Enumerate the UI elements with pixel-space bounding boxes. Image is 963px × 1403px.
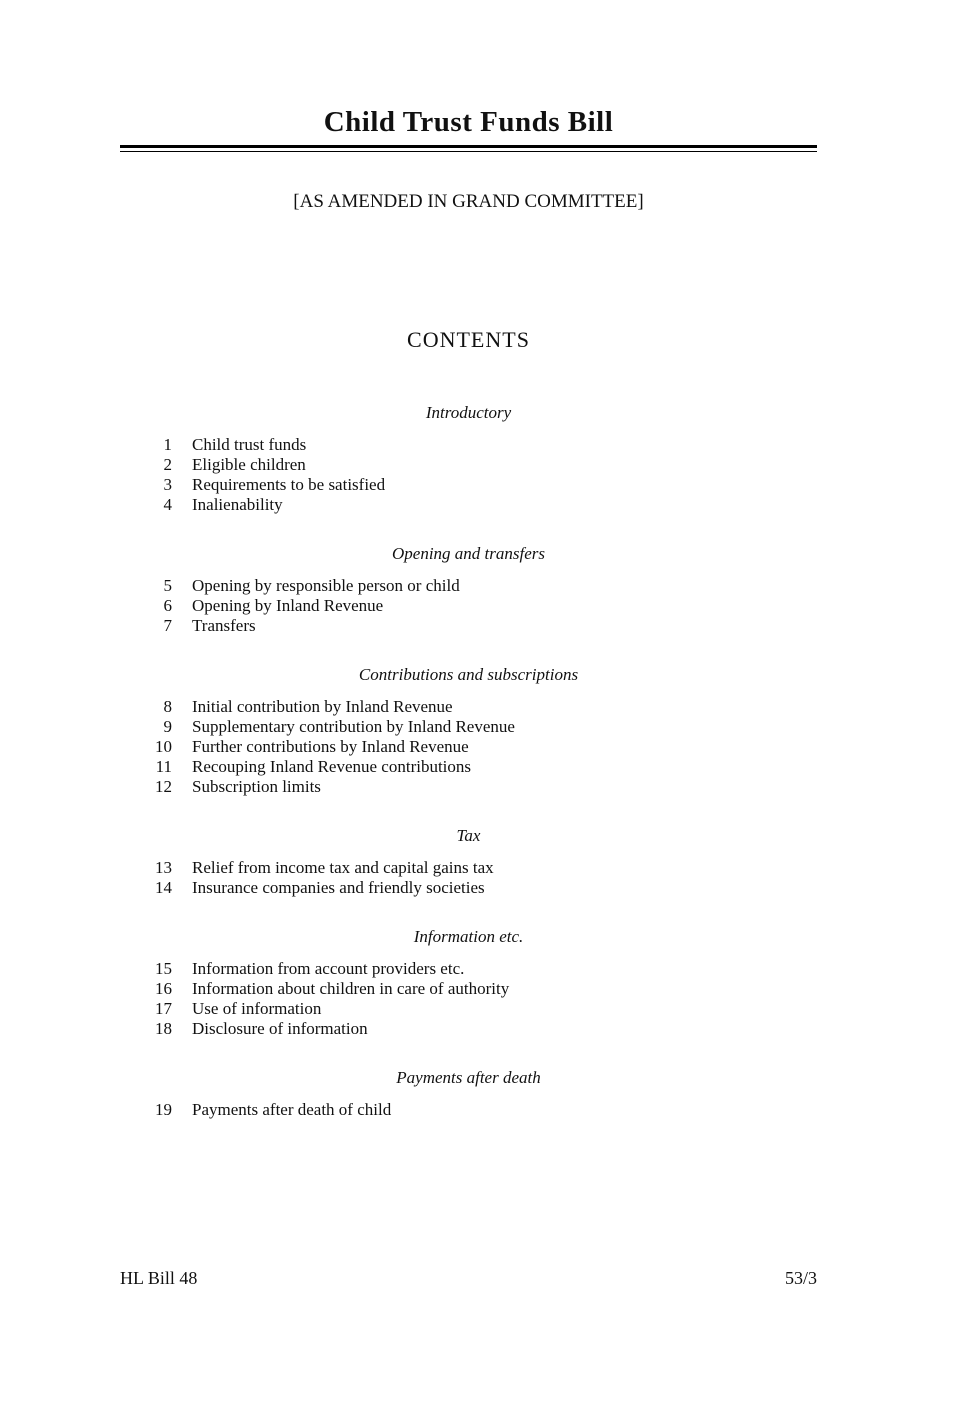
item-label: Payments after death of child: [192, 1100, 392, 1119]
item-number: 2: [163, 455, 172, 474]
toc-item: [120, 858, 817, 878]
item-label: Insurance companies and friendly societies: [192, 878, 485, 897]
item-number: 6: [163, 596, 172, 615]
toc-item: [120, 455, 817, 475]
item-label: Relief from income tax and capital gains tax: [192, 858, 494, 877]
item-label: Recouping Inland Revenue contributions: [192, 757, 472, 776]
item-number: 14: [155, 878, 172, 897]
item-label: Subscription limits: [192, 777, 321, 796]
item-number: 16: [155, 979, 172, 998]
item-number: 12: [155, 777, 172, 796]
table-of-contents: [120, 404, 817, 1120]
section-heading: Introductory: [425, 403, 512, 422]
item-label: Initial contribution by Inland Revenue: [192, 697, 453, 716]
item-number: 10: [155, 737, 172, 756]
document-content: [120, 0, 817, 1120]
toc-section-tax: [120, 827, 817, 898]
item-label: Information about children in care of authority: [192, 979, 510, 998]
item-number: 3: [163, 475, 172, 494]
section-heading: Information etc.: [413, 927, 524, 946]
item-number: 7: [163, 616, 172, 635]
item-label: Requirements to be satisfied: [192, 475, 386, 494]
section-heading: Tax: [456, 826, 481, 845]
toc-section-opening-and-transfers: [120, 545, 817, 636]
item-number: 18: [155, 1019, 172, 1038]
item-label: Eligible children: [192, 455, 306, 474]
item-label: Opening by Inland Revenue: [192, 596, 384, 615]
item-number: 13: [155, 858, 172, 877]
footer-bill-number: HL Bill 48: [120, 1268, 198, 1288]
contents-heading: CONTENTS: [407, 327, 530, 352]
section-heading: Contributions and subscriptions: [358, 665, 579, 684]
toc-item: [120, 737, 817, 757]
item-number: 4: [163, 495, 172, 514]
toc-item: [120, 435, 817, 455]
toc-item: [120, 757, 817, 777]
item-label: Supplementary contribution by Inland Revenue: [192, 717, 515, 736]
item-number: 8: [163, 697, 172, 716]
toc-item: [120, 576, 817, 596]
toc-section-contributions-and-subscriptions: [120, 666, 817, 797]
item-number: 9: [163, 717, 172, 736]
toc-item: [120, 979, 817, 999]
page-footer: [120, 1268, 817, 1288]
item-label: Transfers: [192, 616, 256, 635]
item-label: Child trust funds: [192, 435, 307, 454]
item-number: 15: [155, 959, 172, 978]
toc-item: [120, 1019, 817, 1039]
item-number: 17: [155, 999, 172, 1018]
toc-item: [120, 777, 817, 797]
toc-item: [120, 616, 817, 636]
toc-section-introductory: [120, 404, 817, 515]
item-label: Further contributions by Inland Revenue: [192, 737, 469, 756]
toc-item: [120, 999, 817, 1019]
footer-print-number: 53/3: [784, 1268, 817, 1288]
amended-line: [AS AMENDED IN GRAND COMMITTEE]: [293, 191, 644, 212]
toc-item: [120, 697, 817, 717]
title-divider: [120, 145, 817, 152]
item-number: 11: [155, 757, 172, 776]
section-heading: Opening and transfers: [392, 544, 545, 563]
toc-section-information-etc: [120, 928, 817, 1039]
toc-item: [120, 495, 817, 515]
item-label: Disclosure of information: [192, 1019, 368, 1038]
toc-item: [120, 878, 817, 898]
toc-item: [120, 959, 817, 979]
toc-item: [120, 596, 817, 616]
toc-item: [120, 475, 817, 495]
section-heading: Payments after death: [396, 1068, 541, 1087]
item-number: 1: [163, 435, 172, 454]
item-label: Opening by responsible person or child: [192, 576, 460, 595]
item-number: 5: [163, 576, 172, 595]
item-label: Information from account providers etc.: [192, 959, 465, 978]
toc-item: [120, 1100, 817, 1120]
page-title: Child Trust Funds Bill: [323, 106, 614, 138]
toc-section-payments-after-death: [120, 1069, 817, 1120]
item-number: 19: [155, 1100, 172, 1119]
item-label: Use of information: [192, 999, 322, 1018]
toc-item: [120, 717, 817, 737]
item-label: Inalienability: [192, 495, 283, 514]
